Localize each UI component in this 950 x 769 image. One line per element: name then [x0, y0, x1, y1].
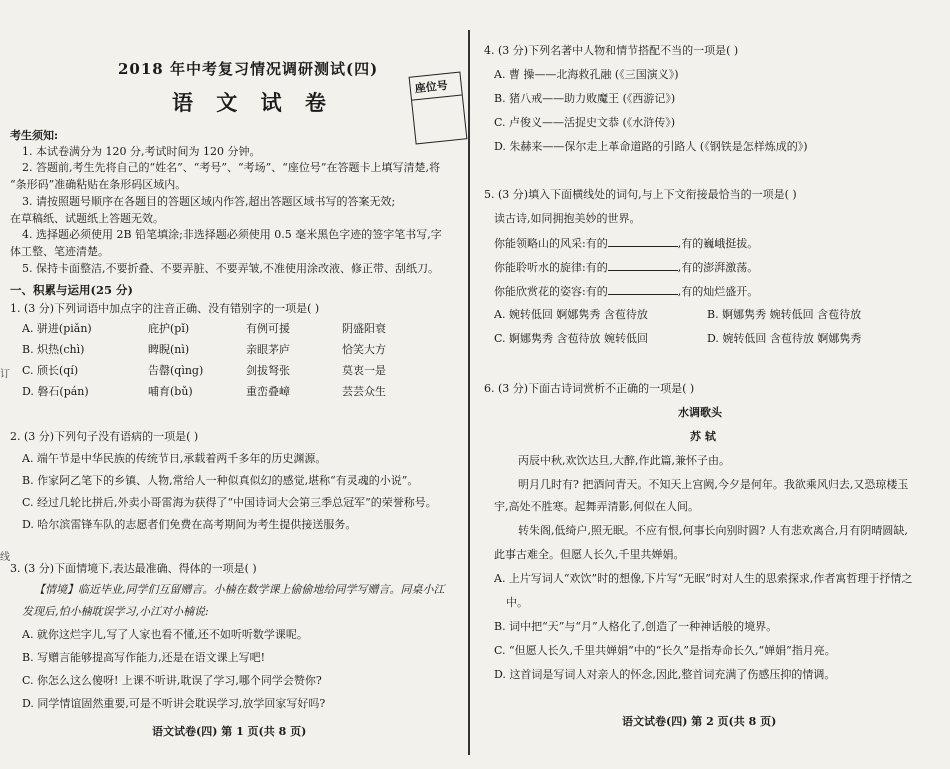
- q6-option: 中。: [506, 596, 528, 609]
- q1-cell: A. 骈进(piǎn): [22, 322, 92, 335]
- page-footer: 语文试卷(四) 第 2 页(共 8 页): [622, 715, 777, 728]
- q6-option: D. 这首词是写词人对亲人的怀念,因此,整首词充满了伤感压抑的情调。: [494, 668, 836, 681]
- q3-option: C. 你怎么这么傻呀! 上课不听讲,耽误了学习,哪个同学会赞你?: [22, 674, 322, 687]
- q1-cell: 芸芸众生: [342, 385, 386, 398]
- q5-line-start: 你能欣赏花的姿容:有的: [494, 285, 608, 298]
- notice-line: 1. 本试卷满分为 120 分,考试时间为 120 分钟。: [22, 145, 261, 158]
- q1-cell: 庇护(pǐ): [148, 322, 190, 335]
- q5-option: D. 婉转低回 含苞待放 婀娜隽秀: [707, 332, 862, 345]
- q5-option: B. 婀娜隽秀 婉转低回 含苞待放: [707, 308, 862, 321]
- q5-line: 读古诗,如同拥抱美妙的世界。: [494, 212, 641, 225]
- q3-context: 发现后,怕小楠耽误学习,小江对小楠说:: [22, 605, 209, 618]
- q1-cell: 哺育(bǔ): [148, 385, 193, 398]
- q3-option: A. 就你这烂字儿,写了人家也看不懂,还不如听听数学课呢。: [22, 628, 308, 641]
- q5-option: A. 婉转低回 婀娜隽秀 含苞待放: [494, 308, 648, 321]
- section-heading: 一、积累与运用(25 分): [10, 283, 133, 297]
- page-1: [0, 0, 468, 769]
- answer-blank: [608, 260, 678, 271]
- seat-number-label: 座位号: [414, 78, 449, 96]
- notice-line: 2. 答题前,考生先将自己的“姓名”、“考号”、“考场”、“座位号”在答题卡上填写清楚,将: [22, 161, 440, 174]
- q5-line: [494, 284, 758, 299]
- q6-option: C. “但愿人长久,千里共婵娟”中的“长久”是指寿命长久,“婵娟”指月亮。: [494, 644, 836, 657]
- q4-stem: 4. (3 分)下列名著中人物和情节搭配不当的一项是( ): [484, 44, 739, 57]
- q5-line: [494, 236, 758, 251]
- answer-blank: [608, 284, 678, 295]
- q6-option: B. 词中把“天”与“月”人格化了,创造了一种神话般的境界。: [494, 620, 778, 633]
- binding-mark: 线: [0, 552, 10, 563]
- poem-line: 此事古难全。但愿人长久,千里共婵娟。: [494, 548, 685, 561]
- q2-stem: 2. (3 分)下列句子没有语病的一项是( ): [10, 430, 199, 443]
- q1-cell: 告罄(qìng): [148, 364, 204, 377]
- q3-option: B. 写赠言能够提高写作能力,还是在语文课上写吧!: [22, 651, 265, 664]
- q1-cell: 剑拔弩张: [246, 364, 290, 377]
- q1-cell: 睥睨(nì): [148, 343, 190, 356]
- q5-line-start: 你能聆听水的旋律:有的: [494, 261, 608, 274]
- q1-cell: 有例可援: [246, 322, 290, 335]
- poem-line: 丙辰中秋,欢饮达旦,大醉,作此篇,兼怀子由。: [518, 454, 730, 467]
- exam-subtitle: 语 文 试 卷: [172, 90, 334, 115]
- notice-heading: 考生须知:: [10, 129, 59, 142]
- page-footer: 语文试卷(四) 第 1 页(共 8 页): [152, 725, 307, 738]
- poem-title: 水调歌头: [678, 406, 722, 419]
- q1-cell: D. 磐石(pán): [22, 385, 89, 398]
- page-2: [472, 0, 950, 769]
- q6-option: A. 上片写词人“欢饮”时的想像,下片写“无眠”时对人生的思索探求,作者寓哲理于抒情之: [494, 572, 913, 585]
- notice-line: 3. 请按照题号顺序在各题目的答题区域内作答,超出答题区域书写的答案无效;: [22, 195, 396, 208]
- poem-line: 转朱阁,低绮户,照无眠。不应有恨,何事长向别时圆? 人有悲欢离合,月有阴晴圆缺,: [518, 524, 908, 537]
- notice-line: 5. 保持卡面整洁,不要折叠、不要弄脏、不要弄皱,不准使用涂改液、修正带、刮纸刀。: [22, 262, 439, 275]
- notice-line: “条形码”准确粘贴在条形码区域内。: [10, 178, 187, 191]
- q3-stem: 3. (3 分)下面情境下,表达最准确、得体的一项是( ): [10, 562, 257, 575]
- q4-option: C. 卢俊义——活捉史文恭 (《水浒传》): [494, 116, 676, 129]
- q5-option: C. 婀娜隽秀 含苞待放 婉转低回: [494, 332, 649, 345]
- page-divider: [468, 30, 470, 755]
- q1-stem: 1. (3 分)下列词语中加点字的注音正确、没有错别字的一项是( ): [10, 302, 320, 315]
- notice-line: 体工整、笔迹清楚。: [10, 245, 109, 258]
- q2-option: B. 作家阿乙笔下的乡镇、人物,常给人一种似真似幻的感觉,堪称“有灵魂的小说”。: [22, 474, 419, 487]
- q5-line-end: ,有的灿烂盛开。: [677, 285, 759, 298]
- q5-line-end: ,有的巍峨挺拔。: [677, 237, 759, 250]
- q1-cell: 亲眼茅庐: [246, 343, 290, 356]
- q1-cell: C. 颀长(qí): [22, 364, 79, 377]
- q2-option: D. 哈尔滨雷锋车队的志愿者们免费在高考期间为考生提供接送服务。: [22, 518, 357, 531]
- q1-cell: B. 炽热(chì): [22, 343, 85, 356]
- seat-number-box: [409, 71, 468, 144]
- notice-line: 在草稿纸、试题纸上答题无效。: [10, 212, 164, 225]
- q1-cell: 莫衷一是: [342, 364, 386, 377]
- q4-option: B. 猪八戒——助力败魔王 (《西游记》): [494, 92, 676, 105]
- q5-line-end: ,有的澎湃激荡。: [677, 261, 759, 274]
- q3-option: D. 同学情谊固然重要,可是不听讲会耽误学习,放学回家写好吗?: [22, 697, 326, 710]
- q5-line: [494, 260, 758, 275]
- poem-author: 苏 轼: [690, 430, 716, 443]
- q5-stem: 5. (3 分)填入下面横线处的词句,与上下文衔接最恰当的一项是( ): [484, 188, 797, 201]
- q4-option: D. 朱赫来——保尔走上革命道路的引路人 (《钢铁是怎样炼成的》): [494, 140, 808, 153]
- notice-line: 4. 选择题必须使用 2B 铅笔填涂;非选择题必须使用 0.5 毫米黑色字迹的签字笔书写,字: [22, 228, 442, 241]
- q1-cell: 阴盛阳衰: [342, 322, 386, 335]
- q1-cell: 恰笑大方: [342, 343, 386, 356]
- q3-context: 【情境】临近毕业,同学们互留赠言。小楠在数学课上偷偷地给同学写赠言。同桌小江: [34, 583, 445, 596]
- q1-cell: 重峦叠嶂: [246, 385, 290, 398]
- poem-line: 明月几时有? 把酒问青天。不知天上宫阙,今夕是何年。我欲乘风归去,又恐琼楼玉: [518, 478, 909, 491]
- poem-line: 宇,高处不胜寒。起舞弄清影,何似在人间。: [494, 500, 699, 513]
- exam-title: 2018 年中考复习情况调研测试(四): [118, 60, 379, 78]
- q6-stem: 6. (3 分)下面古诗词赏析不正确的一项是( ): [484, 382, 695, 395]
- q2-option: C. 经过几轮比拼后,外卖小哥雷海为获得了“中国诗词大会第三季总冠军”的荣誉称号。: [22, 496, 437, 509]
- q4-option: A. 曹 操——北海救孔融 (《三国演义》): [494, 68, 679, 81]
- binding-mark: 订: [0, 369, 10, 380]
- answer-blank: [608, 236, 678, 247]
- q5-line-start: 你能领略山的风采:有的: [494, 237, 608, 250]
- q2-option: A. 端午节是中华民族的传统节日,承载着两千多年的历史渊源。: [22, 452, 327, 465]
